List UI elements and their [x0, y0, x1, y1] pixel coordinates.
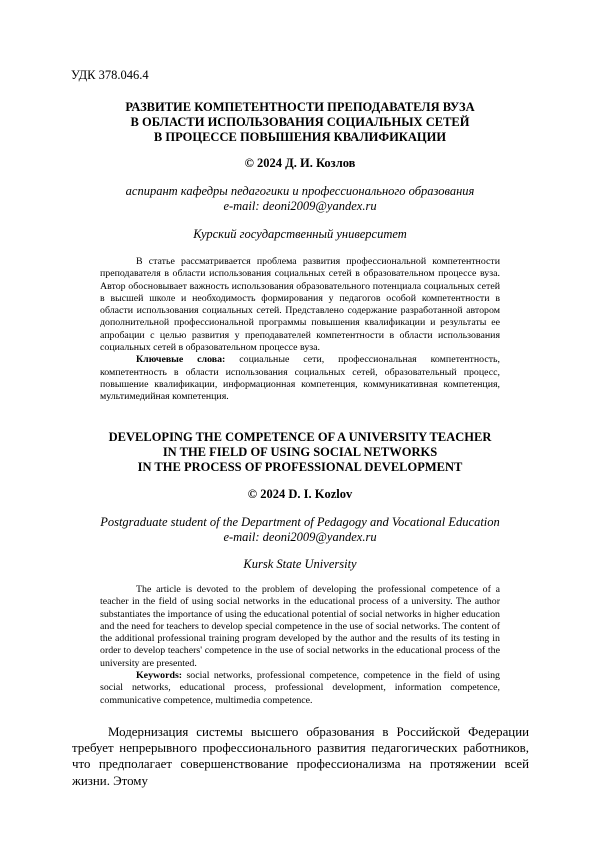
author-ru: © 2024 Д. И. Козлов [244, 156, 356, 170]
university-en: Kursk State University [243, 557, 357, 571]
title-ru [60, 100, 540, 145]
affiliation-ru-position: аспирант кафедры педагогики и профессионального образования [125, 184, 475, 198]
keywords-en-label: Keywords: [136, 670, 183, 682]
affiliation-en [60, 515, 540, 545]
title-en [60, 430, 540, 475]
abstract-ru-text: В статье рассматривается проблема развития профессиональной компетентности преподавателя в области использования социальных сетей в образовательном процессе вуза. Автор обосновывает важность использования образовательного потенциала социальных сетей в высшей школе и необходимость формирования у педагогов особой компетентности в области использования социальных сетей. Представлено содержание разработанной автором дополнительной профессиональной программы повышения квалификации и результаты ее апробации с целью развития у преподавателей компетентности в области использования социальных сетей в образовательном процессе вуза. [100, 256, 500, 354]
keywords-ru-list: социальные сети, профессиональная компетентность, компетентность в области использования социальных сетей, образовательный процесс, повышение квалификации, информационная компетенция, коммуникативная компетенция, мультимедийная компетенция. [100, 354, 501, 403]
author-en: © 2024 D. I. Kozlov [247, 487, 353, 501]
affiliation-en-position: Postgraduate student of the Department of Pedagogy and Vocational Education [100, 515, 500, 529]
abstract-ru [100, 256, 500, 404]
title-ru-line-2: В ОБЛАСТИ ИСПОЛЬЗОВАНИЯ СОЦИАЛЬНЫХ СЕТЕЙ [130, 115, 470, 129]
title-en-line-1: DEVELOPING THE COMPETENCE OF A UNIVERSITY TEACHER [108, 430, 492, 444]
keywords-en [100, 670, 500, 707]
keywords-ru-label: Ключевые слова: [136, 354, 226, 366]
title-en-line-3: IN THE PROCESS OF PROFESSIONAL DEVELOPMENT [137, 460, 463, 474]
affiliation-ru [60, 184, 540, 214]
title-ru-line-3: В ПРОЦЕССЕ ПОВЫШЕНИЯ КВАЛИФИКАЦИИ [153, 130, 447, 144]
affiliation-en-email: e-mail: deoni2009@yandex.ru [223, 530, 377, 544]
keywords-en-list: social networks, professional competence, competence in the field of using social networks, educational process, professional development, information competence, communicative competence, multimedia competence. [100, 670, 500, 706]
udc-code: УДК 378.046.4 [71, 68, 149, 82]
university-ru: Курский государственный университет [193, 227, 407, 241]
body-text [72, 724, 529, 789]
abstract-en [100, 584, 500, 707]
affiliation-ru-email: e-mail: deoni2009@yandex.ru [223, 199, 377, 213]
title-en-line-2: IN THE FIELD OF USING SOCIAL NETWORKS [162, 445, 438, 459]
body-paragraph: Модернизация системы высшего образования в Российской Федерации требует непрерывного профессионального развития педагогических работников, что предполагает совершенствование профессионализма на протяжении всей жизни. Этому [72, 725, 529, 788]
title-ru-line-1: РАЗВИТИЕ КОМПЕТЕНТНОСТИ ПРЕПОДАВАТЕЛЯ ВУЗА [125, 100, 475, 114]
abstract-en-text: The article is devoted to the problem of developing the professional competence of a teacher in the field of using social networks in the educational process of a university. The author substantiates the importance of using the educational potential of social networks in higher education and the need for teachers to develop special competence in the use of social networks. The content of the additional professional training program developed by the author and the results of its testing in order to develop teachers' competence in the use of social networks in the educational process of the university are presented. [100, 584, 500, 669]
keywords-ru [100, 354, 500, 403]
